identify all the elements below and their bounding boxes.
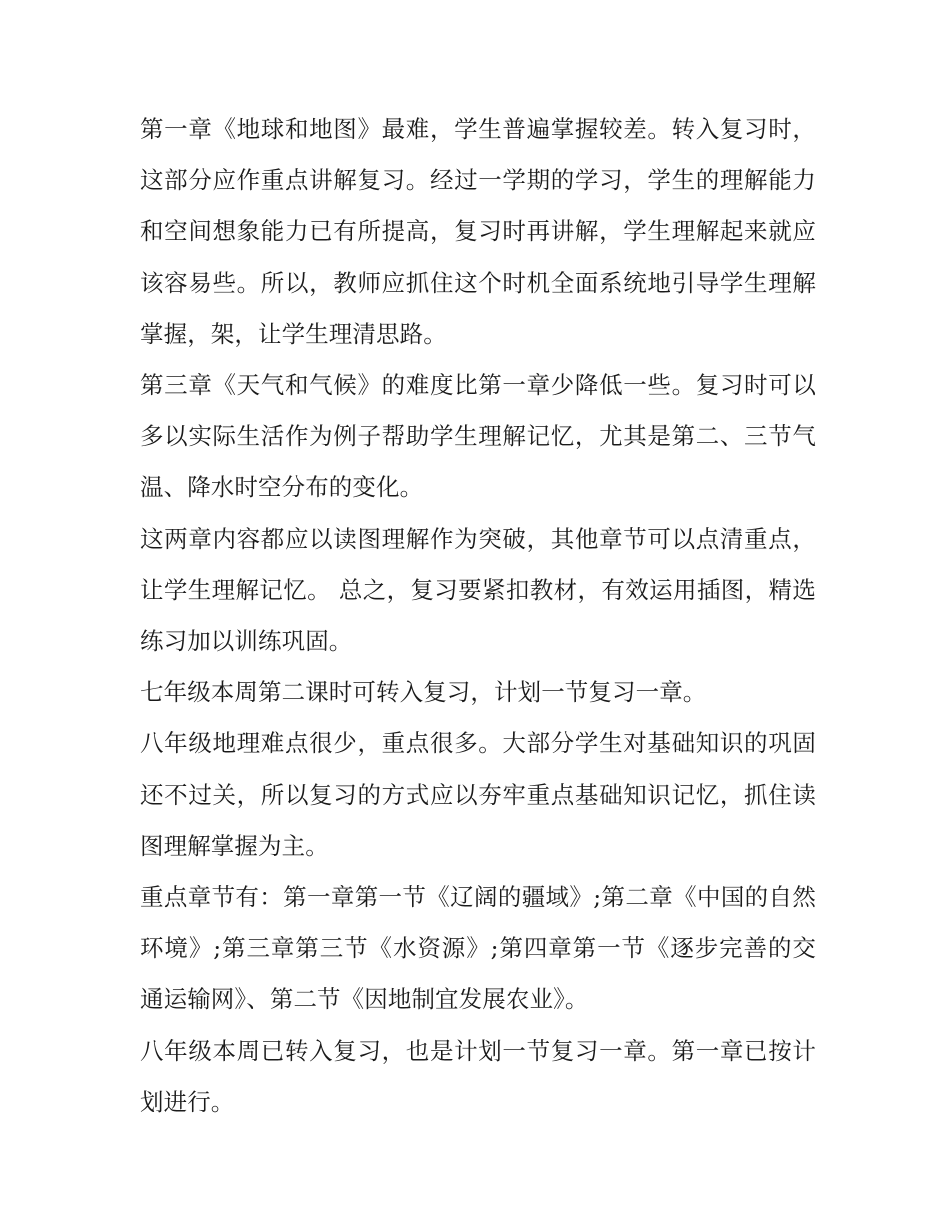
paragraph-grade-eight-overview: 八年级地理难点很少，重点很多。大部分学生对基础知识的巩固还不过关，所以复习的方式应以夯牢重点基础知识记忆，抓住读图理解掌握为主。 — [140, 729, 816, 860]
paragraph-grade-seven-plan: 七年级本周第二课时可转入复习，计划一节复习一章。 — [140, 678, 707, 707]
paragraph-chapter-one: 第一章《地球和地图》最难，学生普遍掌握较差。转入复习时，这部分应作重点讲解复习。经过一学期的学习，学生的理解能力和空间想象能力已有所提高，复习时再讲解，学生理解起来就应该容易些。所以，教师应抓住这个时机全面系统地引导学生理解掌握，架，让学生理清思路。 — [140, 115, 816, 348]
paragraph-grade-eight-plan: 八年级本周已转入复习，也是计划一节复习一章。第一章已按计划进行。 — [140, 1036, 816, 1116]
paragraph-key-chapters: 重点章节有：第一章第一节《辽阔的疆域》;第二章《中国的自然环境》;第三章第三节《水资源》;第四章第一节《逐步完善的交通运输网》、第二节《因地制宜发展农业》。 — [140, 883, 816, 1014]
paragraph-chapter-three: 第三章《天气和气候》的难度比第一章少降低一些。复习时可以多以实际生活作为例子帮助学生理解记忆，尤其是第二、三节气温、降水时空分布的变化。 — [140, 371, 816, 502]
paragraph-review-summary: 这两章内容都应以读图理解作为突破，其他章节可以点清重点，让学生理解记忆。 总之，复习要紧扣教材，有效运用插图，精选练习加以训练巩固。 — [140, 524, 816, 656]
document-body — [140, 104, 816, 1128]
